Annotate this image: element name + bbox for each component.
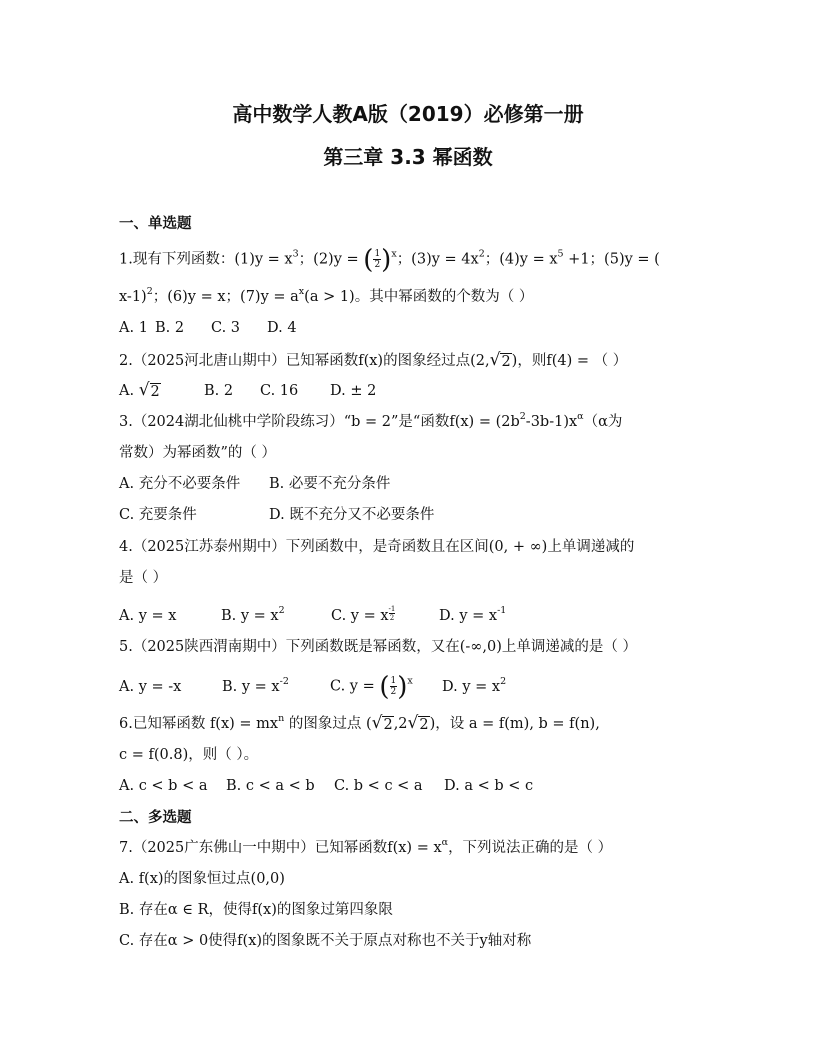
- q6-radicand-1: 2: [383, 717, 393, 733]
- q1-line-1: [119, 244, 660, 275]
- q2-stem: [119, 350, 627, 371]
- q1-rparen: ): [381, 244, 392, 275]
- q6-text-d: )，设 a = f(m), b = f(n),: [429, 716, 600, 732]
- q5-option-b[interactable]: [222, 677, 330, 697]
- q6-radicand-2: 2: [419, 717, 429, 733]
- q3-text-c: （α为: [583, 414, 623, 430]
- q3-line-2: 常数）为幂函数”的（ ）: [119, 445, 277, 461]
- q6-radical-2: √: [407, 713, 419, 733]
- q6-radical-1: √: [371, 713, 383, 733]
- q1-fraction-half: [363, 244, 392, 275]
- document-title: 高中数学人教A版（2019）必修第一册: [232, 102, 584, 126]
- q3-options-row-2: [119, 505, 434, 525]
- q7-option-b[interactable]: B. 存在α ∈ R，使得f(x)的图象过第四象限: [119, 902, 393, 918]
- q4-options: [119, 605, 506, 626]
- q4-option-c-exp-num: [389, 605, 396, 614]
- q7-stem: [119, 838, 612, 858]
- q6-option-c[interactable]: C. b < c < a: [334, 778, 423, 794]
- q1-option-b[interactable]: B. 2: [155, 320, 185, 336]
- q1-line-2: [119, 287, 533, 307]
- q1-frac-num: 1: [374, 249, 381, 259]
- section-multi-choice: 二、多选题: [119, 810, 192, 826]
- q5-option-d-text: D. y = x: [442, 678, 501, 695]
- q1-text-h: (a > 1)。其中幂函数的个数为（ ）: [304, 289, 534, 305]
- q6-option-b[interactable]: B. c < a < b: [226, 778, 315, 794]
- q1-exp-xb: x: [298, 286, 305, 297]
- q2-text-b: )，则f(4) = （ ）: [511, 353, 628, 369]
- q5-options: [119, 671, 507, 702]
- q6-text-c: ,2: [393, 716, 408, 732]
- q5-lparen: (: [379, 671, 390, 702]
- q3-option-b[interactable]: B. 必要不充分条件: [269, 476, 391, 492]
- q1-exp-3: 3: [292, 248, 299, 260]
- q6-option-d[interactable]: D. a < b < c: [444, 778, 534, 794]
- q4-option-b[interactable]: [221, 606, 331, 626]
- q3-option-a[interactable]: A. 充分不必要条件: [119, 476, 241, 492]
- q4-option-c[interactable]: [331, 605, 439, 626]
- q6-sqrt-2-second: [408, 713, 430, 733]
- q1-frac-den: 2: [374, 260, 381, 270]
- q6-exp-n: n: [278, 713, 285, 724]
- q4-line-2: 是（ ）: [119, 570, 168, 586]
- q4-option-c-text: C. y = x: [331, 608, 389, 624]
- q7-exp-alpha: α: [441, 837, 449, 848]
- q4-option-d[interactable]: [439, 606, 506, 626]
- q4-option-b-text: B. y = x: [221, 608, 279, 624]
- q1-exp-5: 5: [557, 248, 564, 260]
- q4-option-c-exp-sign: -: [388, 605, 391, 613]
- q1-text-d: ；(4)y = x: [484, 251, 558, 268]
- q2-option-c[interactable]: C. 16: [260, 383, 299, 399]
- q5-option-c-exp: x: [407, 675, 413, 687]
- q1-exp-2b: 2: [146, 286, 153, 297]
- q2-options: [119, 380, 376, 401]
- q1-exp-2: 2: [478, 248, 485, 260]
- q4-option-c-exp-den: 2: [389, 614, 395, 622]
- q5-option-a[interactable]: A. y = -x: [119, 678, 182, 695]
- q7-text-b: ，下列说法正确的是（ ）: [448, 840, 613, 856]
- q4-line-1: 4.（2025江苏泰州期中）下列函数中，是奇函数且在区间(0, + ∞)上单调递减的: [119, 539, 635, 555]
- q3-option-c[interactable]: C. 充要条件: [119, 507, 197, 523]
- q1-option-c[interactable]: C. 3: [211, 320, 241, 336]
- q4-option-c-exp: [389, 605, 396, 622]
- q2-option-a-sqrt: [139, 380, 161, 400]
- q5-option-c[interactable]: [330, 671, 442, 702]
- q5-option-c-fraction: [379, 671, 408, 702]
- q3-options-row-1: [119, 474, 390, 494]
- q1-option-a[interactable]: A. 1: [119, 320, 148, 336]
- q5-option-c-text: C. y =: [330, 678, 380, 695]
- q1-text-e: +1；(5)y = (: [563, 251, 660, 268]
- q5-frac-num: 1: [390, 676, 397, 686]
- q4-option-d-text: D. y = x: [439, 608, 498, 624]
- q6-options: [119, 776, 533, 796]
- q2-option-d[interactable]: D. ± 2: [330, 383, 377, 399]
- q2-text-a: 2.（2025河北唐山期中）已知幂函数f(x)的图象经过点(2,: [119, 353, 490, 369]
- q7-text-a: 7.（2025广东佛山一中期中）已知幂函数f(x) = x: [119, 840, 442, 856]
- section-single-choice: 一、单选题: [119, 216, 192, 232]
- q6-text-a: 6.已知幂函数 f(x) = mx: [119, 716, 279, 732]
- q1-text-g: ；(6)y = x；(7)y = a: [152, 289, 299, 305]
- q5-option-b-exp: -2: [279, 675, 289, 687]
- q1-option-d[interactable]: D. 4: [267, 320, 297, 336]
- q5-option-d-exp: 2: [500, 675, 507, 687]
- q6-sqrt-2-first: [372, 713, 394, 733]
- q6-line-1: [119, 713, 600, 734]
- q4-option-d-exp: -1: [497, 605, 507, 616]
- q3-exp-alpha: α: [577, 411, 584, 422]
- q2-option-a-label: A.: [119, 383, 139, 399]
- q4-option-c-exp-numval: 1: [390, 605, 396, 613]
- q5-rparen: ): [397, 671, 408, 702]
- q1-lparen: (: [363, 244, 374, 275]
- q6-text-b: 的图象过点 (: [284, 716, 372, 732]
- q3-line-1: [119, 412, 622, 432]
- q2-option-a-radicand: 2: [150, 384, 160, 400]
- q7-option-a[interactable]: A. f(x)的图象恒过点(0,0): [119, 871, 285, 887]
- q1-text-b: ；(2)y =: [298, 251, 364, 268]
- q1-options: [119, 318, 297, 338]
- q3-text-b: -3b-1)x: [525, 414, 578, 430]
- q7-option-c[interactable]: C. 存在α > 0使得f(x)的图象既不关于原点对称也不关于y轴对称: [119, 933, 532, 949]
- q1-exp-x: x: [391, 248, 397, 260]
- q3-text-a: 3.（2024湖北仙桃中学阶段练习）“b = 2”是“函数f(x) = (2b: [119, 414, 520, 430]
- q5-option-b-text: B. y = x: [222, 678, 280, 695]
- q5-frac-den: 2: [390, 687, 397, 697]
- q3-option-d[interactable]: D. 既不充分又不必要条件: [269, 507, 435, 523]
- q2-option-b[interactable]: B. 2: [204, 383, 234, 399]
- q4-option-b-exp: 2: [278, 605, 285, 616]
- q5-stem: 5.（2025陕西渭南期中）下列函数既是幂函数，又在(-∞,0)上单调递减的是（ ）: [119, 639, 637, 655]
- q6-line-2: c = f(0.8)，则（ ）。: [119, 747, 259, 763]
- q1-text-a: 1.现有下列函数：(1)y = x: [119, 251, 293, 268]
- q1-text-c: ；(3)y = 4x: [396, 251, 479, 268]
- q2-option-a[interactable]: [119, 380, 204, 401]
- q1-text-f: x-1): [119, 289, 147, 305]
- q5-option-d[interactable]: [442, 677, 506, 697]
- q4-option-a[interactable]: A. y = x: [119, 608, 177, 624]
- chapter-title: 第三章 3.3 幂函数: [323, 145, 493, 169]
- q2-option-a-radical: √: [138, 380, 150, 400]
- q3-exp-2: 2: [519, 411, 526, 422]
- q2-radicand: 2: [501, 354, 511, 370]
- q2-sqrt-2: [490, 350, 512, 370]
- q2-radical: √: [489, 350, 501, 370]
- q6-option-a[interactable]: A. c < b < a: [119, 778, 208, 794]
